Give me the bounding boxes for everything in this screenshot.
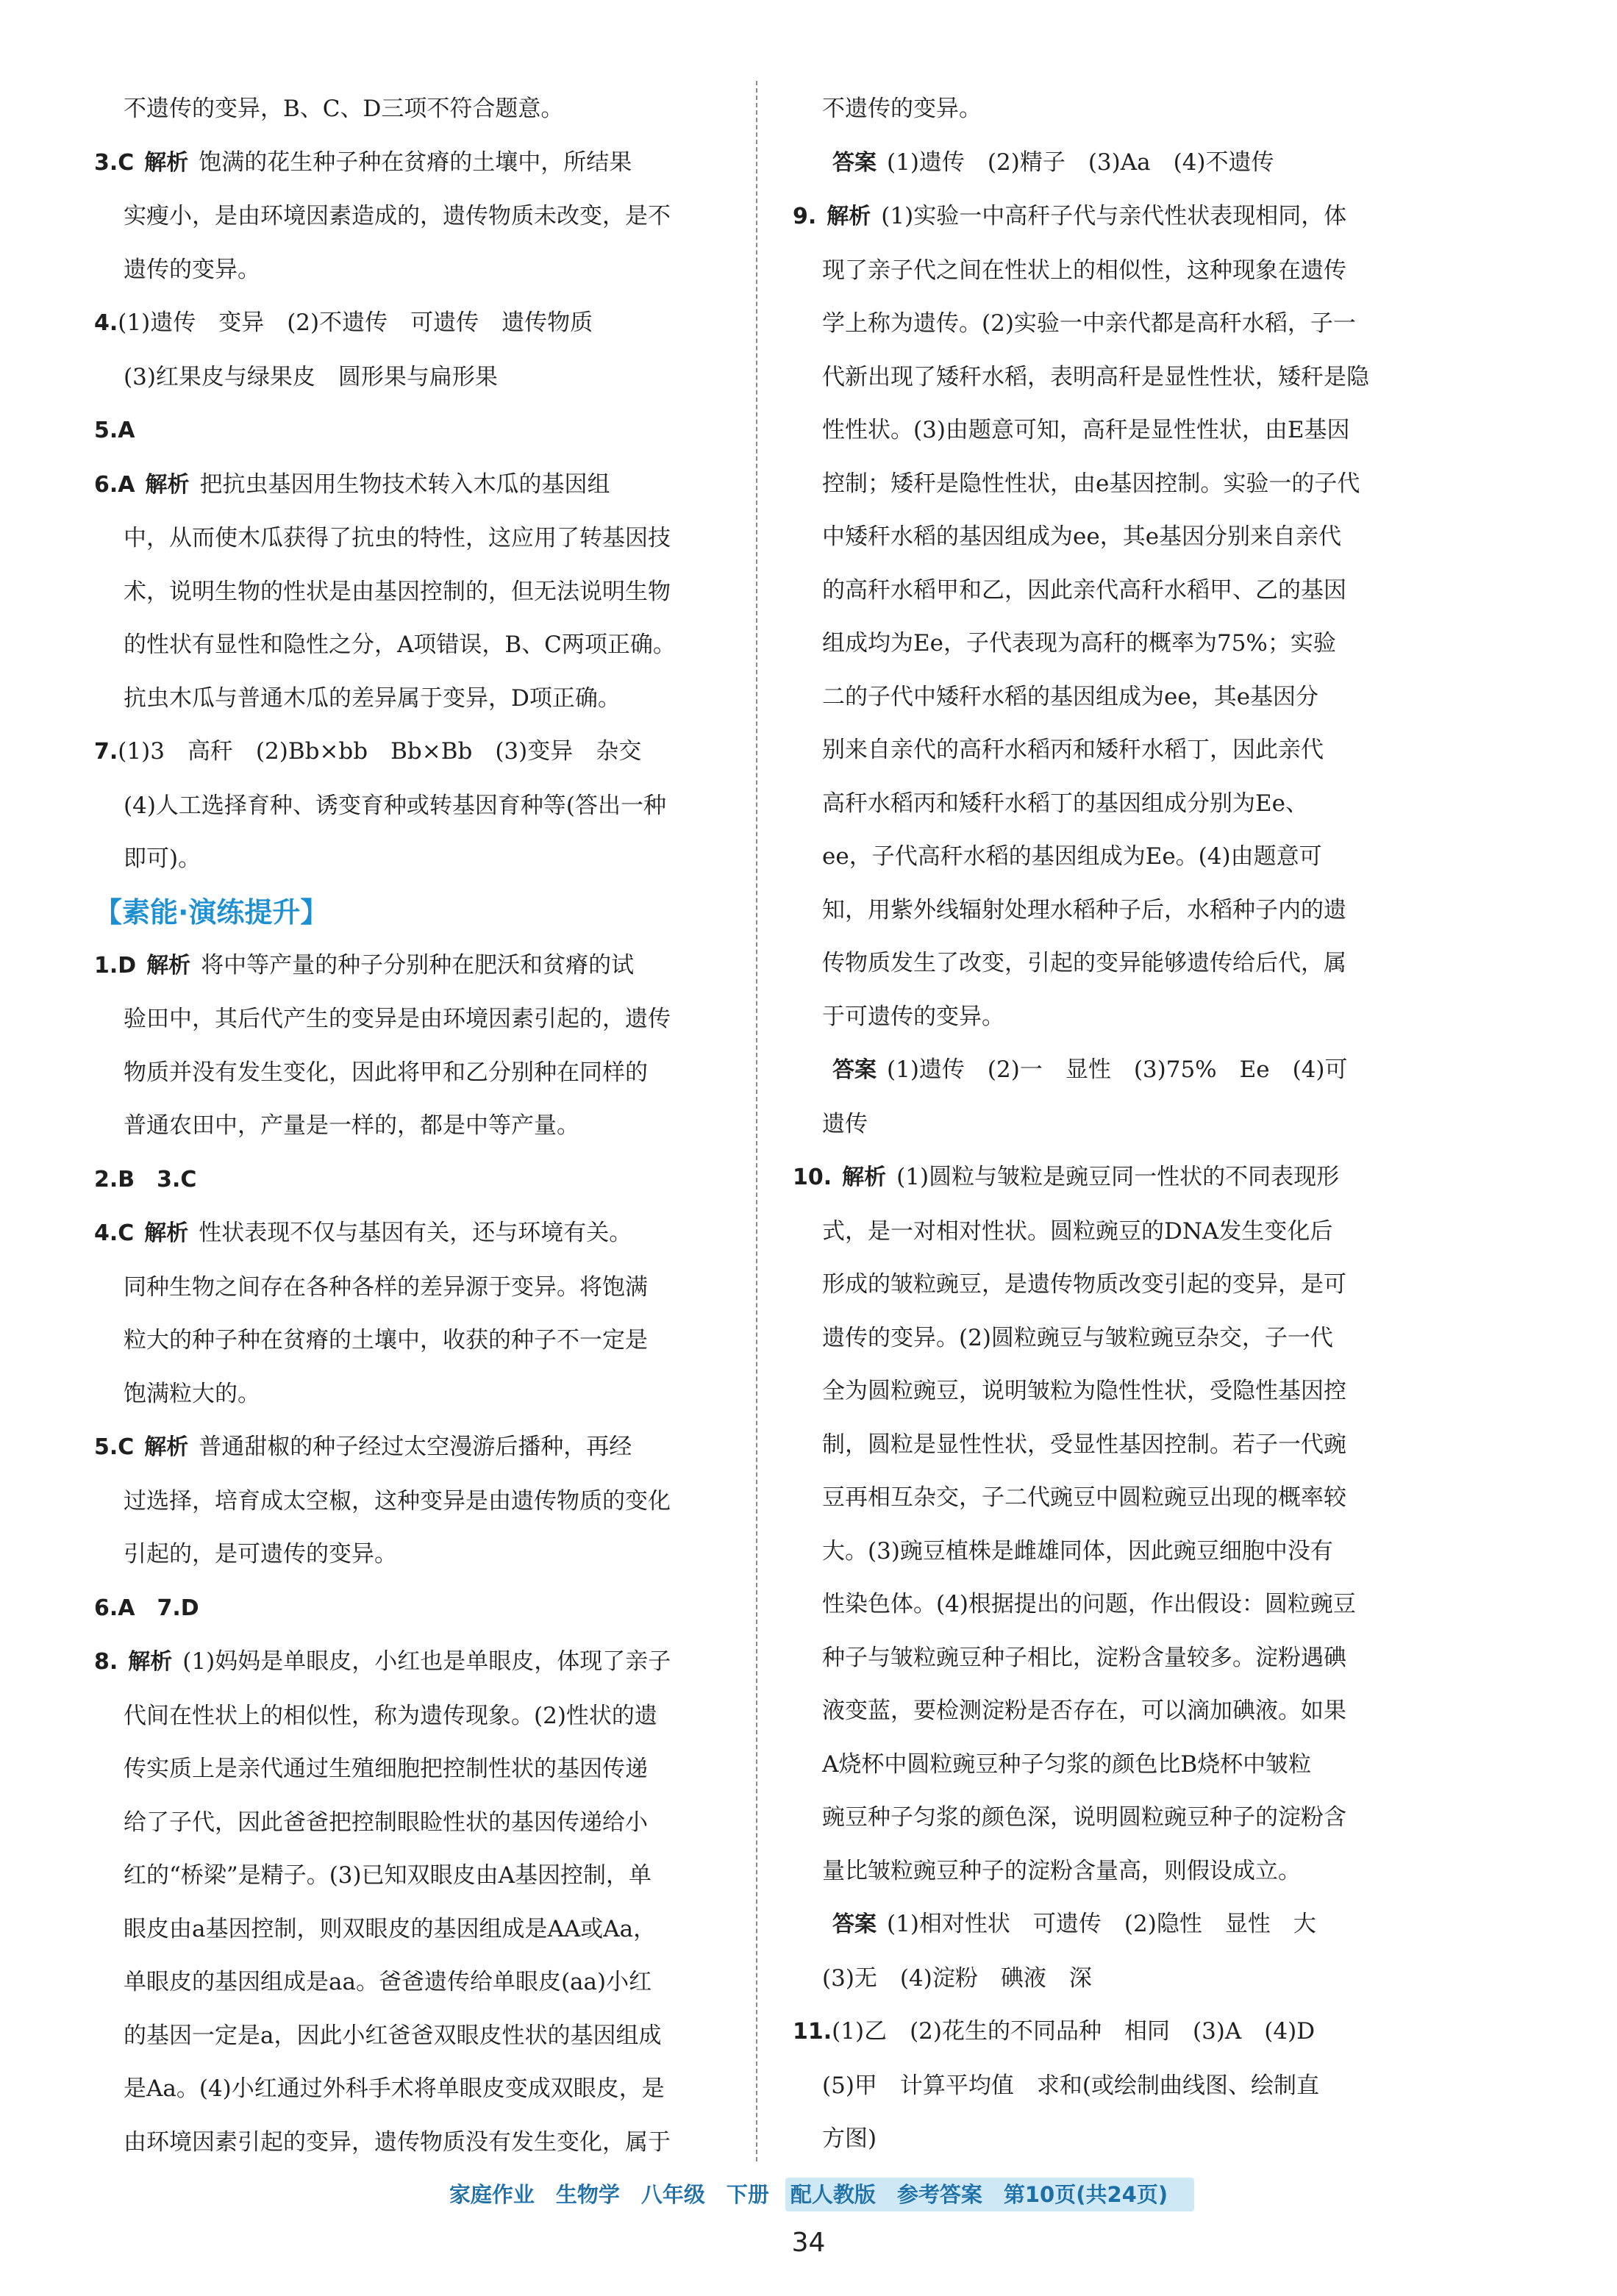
answer-line	[94, 1206, 756, 1261]
line-text: 红的“桥梁”是精子。(3)已知双眼皮由A基因控制，单	[124, 1862, 652, 1889]
line-text: (1)遗传 变异 (2)不遗传 可遗传 遗传物质	[118, 310, 593, 336]
line-text: 性状表现不仅与基因有关，还与环境有关。	[199, 1220, 632, 1246]
line-text: 遗传	[822, 1110, 868, 1137]
left-answer-lines-2	[94, 939, 756, 2170]
answer-line	[94, 779, 756, 833]
line-text: 种子与皱粒豌豆种子相比，淀粉含量较多。淀粉遇碘	[822, 1644, 1346, 1671]
answer-line	[94, 2116, 756, 2170]
answer-line	[793, 1151, 1440, 1205]
answer-line	[94, 190, 756, 243]
answer-line	[94, 1796, 756, 1850]
line-text: 抗虫木瓜与普通木瓜的差异属于变异，D项正确。	[124, 684, 621, 712]
keyword-label: 解析	[146, 952, 191, 979]
line-text: (1)遗传 (2)精子 (3)Aa (4)不遗传	[887, 149, 1274, 176]
question-number: 8.	[94, 1649, 118, 1675]
line-text: 式，是一对相对性状。圆粒豌豆的DNA发生变化后	[822, 1217, 1333, 1245]
answer-line	[94, 672, 756, 726]
line-text: 别来自亲代的高秆水稻丙和矮秆水稻丁，因此亲代	[822, 737, 1324, 763]
keyword-label: 解析	[842, 1165, 887, 1190]
line-text: 知，用紫外线辐射处理水稻种子后，水稻种子内的遗	[822, 896, 1346, 923]
answer-line	[793, 1738, 1440, 1792]
answer-line	[793, 830, 1440, 884]
left-column	[94, 82, 756, 2169]
answer-line	[94, 1528, 756, 1581]
section-title: 【素能·演练提升】	[94, 895, 329, 929]
answer-line	[793, 1578, 1440, 1631]
line-text: 饱满的花生种子种在贫瘠的土壤中，所结果	[199, 149, 632, 176]
answer-line	[793, 2059, 1440, 2113]
answer-line	[94, 136, 756, 190]
line-text: (3)红果皮与绿果皮 圆形果与扁形果	[124, 363, 498, 390]
answer-line	[793, 1418, 1440, 1472]
question-number: 11.	[793, 2019, 832, 2045]
keyword-label: 解析	[144, 1220, 189, 1246]
question-number: 9.	[793, 204, 817, 229]
line-text: 物质并没有发生变化，因此将甲和乙分别种在同样的	[124, 1059, 648, 1086]
answer-line	[94, 1742, 756, 1796]
line-text: 学上称为遗传。(2)实验一中亲代都是高秆水稻，子一	[822, 310, 1356, 337]
answer-line	[793, 1791, 1440, 1845]
answer-line	[94, 1367, 756, 1421]
line-text: 饱满粒大的。	[124, 1380, 260, 1407]
question-number: 2.B 3.C	[94, 1166, 197, 1192]
line-text: 将中等产量的种子分别种在肥沃和贫瘠的试	[201, 951, 635, 979]
answer-line	[793, 1525, 1440, 1578]
question-number: 4.	[94, 310, 118, 336]
line-text: 给了子代，因此爸爸把控制眼睑性状的基因传递给小	[124, 1809, 648, 1836]
line-text: (1)妈妈是单眼皮，小红也是单眼皮，体现了亲子	[182, 1648, 671, 1675]
line-text: 传实质上是亲代通过生殖细胞把控制性状的基因传递	[124, 1756, 648, 1782]
page-number: 34	[791, 2228, 826, 2258]
line-text: 液变蓝，要检测淀粉是否存在，可以滴加碘液。如果	[822, 1698, 1346, 1724]
question-number: 6.A 7.D	[94, 1595, 199, 1621]
line-text: 代间在性状上的相似性，称为遗传现象。(2)性状的遗	[124, 1702, 657, 1729]
line-text: (1)圆粒与皱粒是豌豆同一性状的不同表现形	[896, 1164, 1340, 1190]
answer-line	[793, 1312, 1440, 1365]
answer-line	[793, 1952, 1440, 2006]
line-text: 普通农田中，产量是一样的，都是中等产量。	[124, 1112, 579, 1139]
line-text: 不遗传的变异。	[822, 96, 982, 122]
answer-line	[94, 1420, 756, 1475]
line-text: 量比皱粒豌豆种子的淀粉含量高，则假设成立。	[822, 1857, 1301, 1884]
answer-line	[793, 2005, 1440, 2059]
answer-line	[94, 1314, 756, 1367]
line-text: 由环境因素引起的变异，遗传物质没有发生变化，属于	[124, 2128, 671, 2156]
question-number: 4.C	[94, 1220, 135, 1246]
answer-line	[94, 243, 756, 297]
line-text: 不遗传的变异，B、C、D三项不符合题意。	[124, 96, 564, 122]
line-text: 眼皮由a基因控制，则双眼皮的基因组成是AA或Aa，	[124, 1915, 657, 1942]
answer-line	[793, 1845, 1440, 1898]
answer-line	[94, 82, 756, 136]
line-text: (3)无 (4)淀粉 碘液 深	[822, 1964, 1092, 1992]
line-text: (1)乙 (2)花生的不同品种 相同 (3)A (4)D	[832, 2018, 1316, 2045]
answer-line	[793, 990, 1440, 1044]
line-text: 的高秆水稻甲和乙，因此亲代高秆水稻甲、乙的基因	[822, 576, 1346, 604]
answer-line	[793, 404, 1440, 457]
answer-line	[793, 1898, 1440, 1952]
answer-line	[793, 617, 1440, 670]
question-number: 3.C	[94, 149, 135, 176]
question-number: 10.	[793, 1165, 832, 1190]
line-text: 遗传的变异。(2)圆粒豌豆与皱粒豌豆杂交，子一代	[822, 1324, 1333, 1351]
keyword-label: 答案	[832, 1057, 877, 1083]
answer-line	[94, 1689, 756, 1743]
keyword-label: 答案	[832, 1911, 877, 1937]
answer-line	[793, 351, 1440, 404]
line-text: 的基因一定是a，因此小红爸爸双眼皮性状的基因组成	[124, 2022, 662, 2049]
line-text: 把抗虫基因用生物技术转入木瓜的基因组	[199, 471, 610, 498]
line-text: (4)人工选择育种、诱变育种或转基因育种等(答出一种	[124, 792, 667, 819]
answer-line	[793, 82, 1440, 136]
answer-line	[94, 1849, 756, 1903]
line-text: 组成均为Ee，子代表现为高秆的概率为75%；实验	[822, 630, 1336, 657]
line-text: 验田中，其后代产生的变异是由环境因素引起的，遗传	[124, 1006, 671, 1032]
answer-line	[793, 457, 1440, 511]
answer-line	[793, 1471, 1440, 1525]
line-text: (1)3 高秆 (2)Bb×bb Bb×Bb (3)变异 杂交	[118, 738, 642, 765]
keyword-label: 解析	[145, 471, 190, 498]
line-text: 豆再相互杂交，子二代豌豆中圆粒豌豆出现的概率较	[822, 1484, 1346, 1511]
answer-line	[94, 2062, 756, 2116]
line-text: 方图)	[822, 2125, 877, 2152]
answer-line	[793, 1043, 1440, 1098]
keyword-label: 答案	[832, 149, 877, 176]
line-text: 于可遗传的变异。	[822, 1003, 1004, 1030]
line-text: A烧杯中圆粒豌豆种子匀浆的颜色比B烧杯中皱粒	[822, 1750, 1312, 1778]
keyword-label: 解析	[128, 1649, 173, 1675]
right-column	[793, 82, 1440, 2166]
answer-line	[94, 1099, 756, 1153]
answer-line	[793, 937, 1440, 990]
question-number: 1.D	[94, 952, 137, 979]
line-text: (1)相对性状 可遗传 (2)隐性 显性 大	[887, 1911, 1316, 1937]
answer-line	[793, 884, 1440, 937]
line-text: 单眼皮的基因组成是aa。爸爸遗传给单眼皮(aa)小红	[124, 1969, 652, 1995]
line-text: ee，子代高秆水稻的基因组成为Ee。(4)由题意可	[822, 843, 1322, 870]
line-text: 即可)。	[124, 845, 201, 872]
keyword-label: 解析	[144, 1434, 189, 1460]
answer-line	[793, 1098, 1440, 1151]
answer-line	[94, 725, 756, 779]
footer-text: 家庭作业 生物学 八年级 下册 配人教版 参考答案 第10页(共24页)	[449, 2182, 1168, 2207]
answer-line	[793, 1365, 1440, 1418]
line-text: 大。(3)豌豆植株是雌雄同体，因此豌豆细胞中没有	[822, 1537, 1333, 1564]
question-number: 5.C	[94, 1434, 135, 1460]
keyword-label: 解析	[144, 149, 189, 176]
line-text: 高秆水稻丙和矮秆水稻丁的基因组成分别为Ee、	[822, 790, 1308, 817]
line-text: (1)实验一中高秆子代与亲代性状表现相同，体	[881, 203, 1347, 229]
line-text: 性染色体。(4)根据提出的问题，作出假设：圆粒豌豆	[822, 1591, 1356, 1617]
line-text: 中矮秆水稻的基因组成为ee，其e基因分别来自亲代	[822, 523, 1342, 550]
answer-line	[793, 1684, 1440, 1738]
answer-line	[793, 1205, 1440, 1259]
question-number: 5.A	[94, 418, 135, 443]
answer-line	[94, 1635, 756, 1689]
line-text: 普通甜椒的种子经过太空漫游后播种，再经	[199, 1434, 632, 1460]
answer-line	[94, 939, 756, 993]
answer-line	[94, 1261, 756, 1315]
answer-line	[793, 777, 1440, 831]
answer-line	[94, 1956, 756, 2009]
answer-line	[94, 351, 756, 404]
answer-line	[94, 512, 756, 565]
answer-line	[793, 670, 1440, 724]
answer-line	[94, 1903, 756, 1956]
answer-line	[94, 404, 756, 458]
line-text: 传物质发生了改变，引起的变异能够遗传给后代，属	[822, 950, 1346, 976]
answer-line	[94, 1153, 756, 1207]
line-text: 控制；矮秆是隐性性状，由e基因控制。实验一的子代	[822, 470, 1360, 497]
answer-line	[793, 1631, 1440, 1685]
answer-line	[94, 296, 756, 351]
answer-line	[793, 564, 1440, 618]
answer-line	[793, 190, 1440, 244]
line-text: 遗传的变异。	[124, 256, 260, 283]
answer-line	[793, 136, 1440, 190]
line-text: 形成的皱粒豌豆，是遗传物质改变引起的变异，是可	[822, 1271, 1346, 1298]
answer-line	[94, 1046, 756, 1100]
line-text: 术，说明生物的性状是由基因控制的，但无法说明生物	[124, 578, 671, 605]
line-text: 现了亲子代之间在性状上的相似性，这种现象在遗传	[822, 257, 1346, 284]
line-text: 引起的，是可遗传的变异。	[124, 1541, 397, 1567]
line-text: 制，圆粒是显性性状，受显性基因控制。若子一代豌	[822, 1431, 1346, 1458]
line-text: 代新出现了矮秆水稻，表明高秆是显性性状，矮秆是隐	[822, 363, 1369, 390]
line-text: 是Aa。(4)小红通过外科手术将单眼皮变成双眼皮，是	[124, 2075, 665, 2102]
answer-line	[94, 458, 756, 512]
answer-line	[793, 723, 1440, 777]
line-text: 二的子代中矮秆水稻的基因组成为ee，其e基因分	[822, 683, 1319, 710]
answer-line	[94, 1581, 756, 1636]
line-text: 豌豆种子匀浆的颜色深，说明圆粒豌豆种子的淀粉含	[822, 1804, 1346, 1831]
line-text: 同种生物之间存在各种各样的差异源于变异。将饱满	[124, 1273, 648, 1301]
line-text: 全为圆粒豌豆，说明皱粒为隐性性状，受隐性基因控	[822, 1378, 1346, 1404]
line-text: 的性状有显性和隐性之分，A项错误，B、C两项正确。	[124, 632, 676, 658]
answer-line	[94, 565, 756, 619]
right-answer-lines	[793, 82, 1440, 2166]
line-text: 性性状。(3)由题意可知，高秆是显性性状，由E基因	[822, 417, 1350, 443]
answer-line	[94, 993, 756, 1046]
question-number: 7.	[94, 739, 118, 765]
answer-line	[793, 2112, 1440, 2166]
line-text: 过选择，培育成太空椒，这种变异是由遗传物质的变化	[124, 1487, 671, 1514]
line-text: 粒大的种子种在贫瘠的土壤中，收获的种子不一定是	[124, 1327, 648, 1353]
answer-line	[94, 618, 756, 672]
answer-line	[793, 297, 1440, 351]
line-text: (5)甲 计算平均值 求和(或绘制曲线图、绘制直	[822, 2072, 1320, 2099]
answer-line	[94, 1475, 756, 1528]
column-divider	[756, 81, 757, 2161]
keyword-label: 解析	[827, 204, 871, 229]
left-answer-lines	[94, 82, 756, 886]
answer-line	[793, 510, 1440, 564]
answer-line	[94, 2009, 756, 2063]
question-number: 6.A	[94, 471, 135, 498]
line-text: (1)遗传 (2)一 显性 (3)75% Ee (4)可	[887, 1056, 1348, 1083]
line-text: 中，从而使木瓜获得了抗虫的特性，这应用了转基因技	[124, 525, 671, 551]
answer-line	[94, 832, 756, 886]
answer-line	[793, 1258, 1440, 1312]
line-text: 实瘦小，是由环境因素造成的，遗传物质未改变，是不	[124, 203, 671, 229]
answer-line	[793, 244, 1440, 298]
